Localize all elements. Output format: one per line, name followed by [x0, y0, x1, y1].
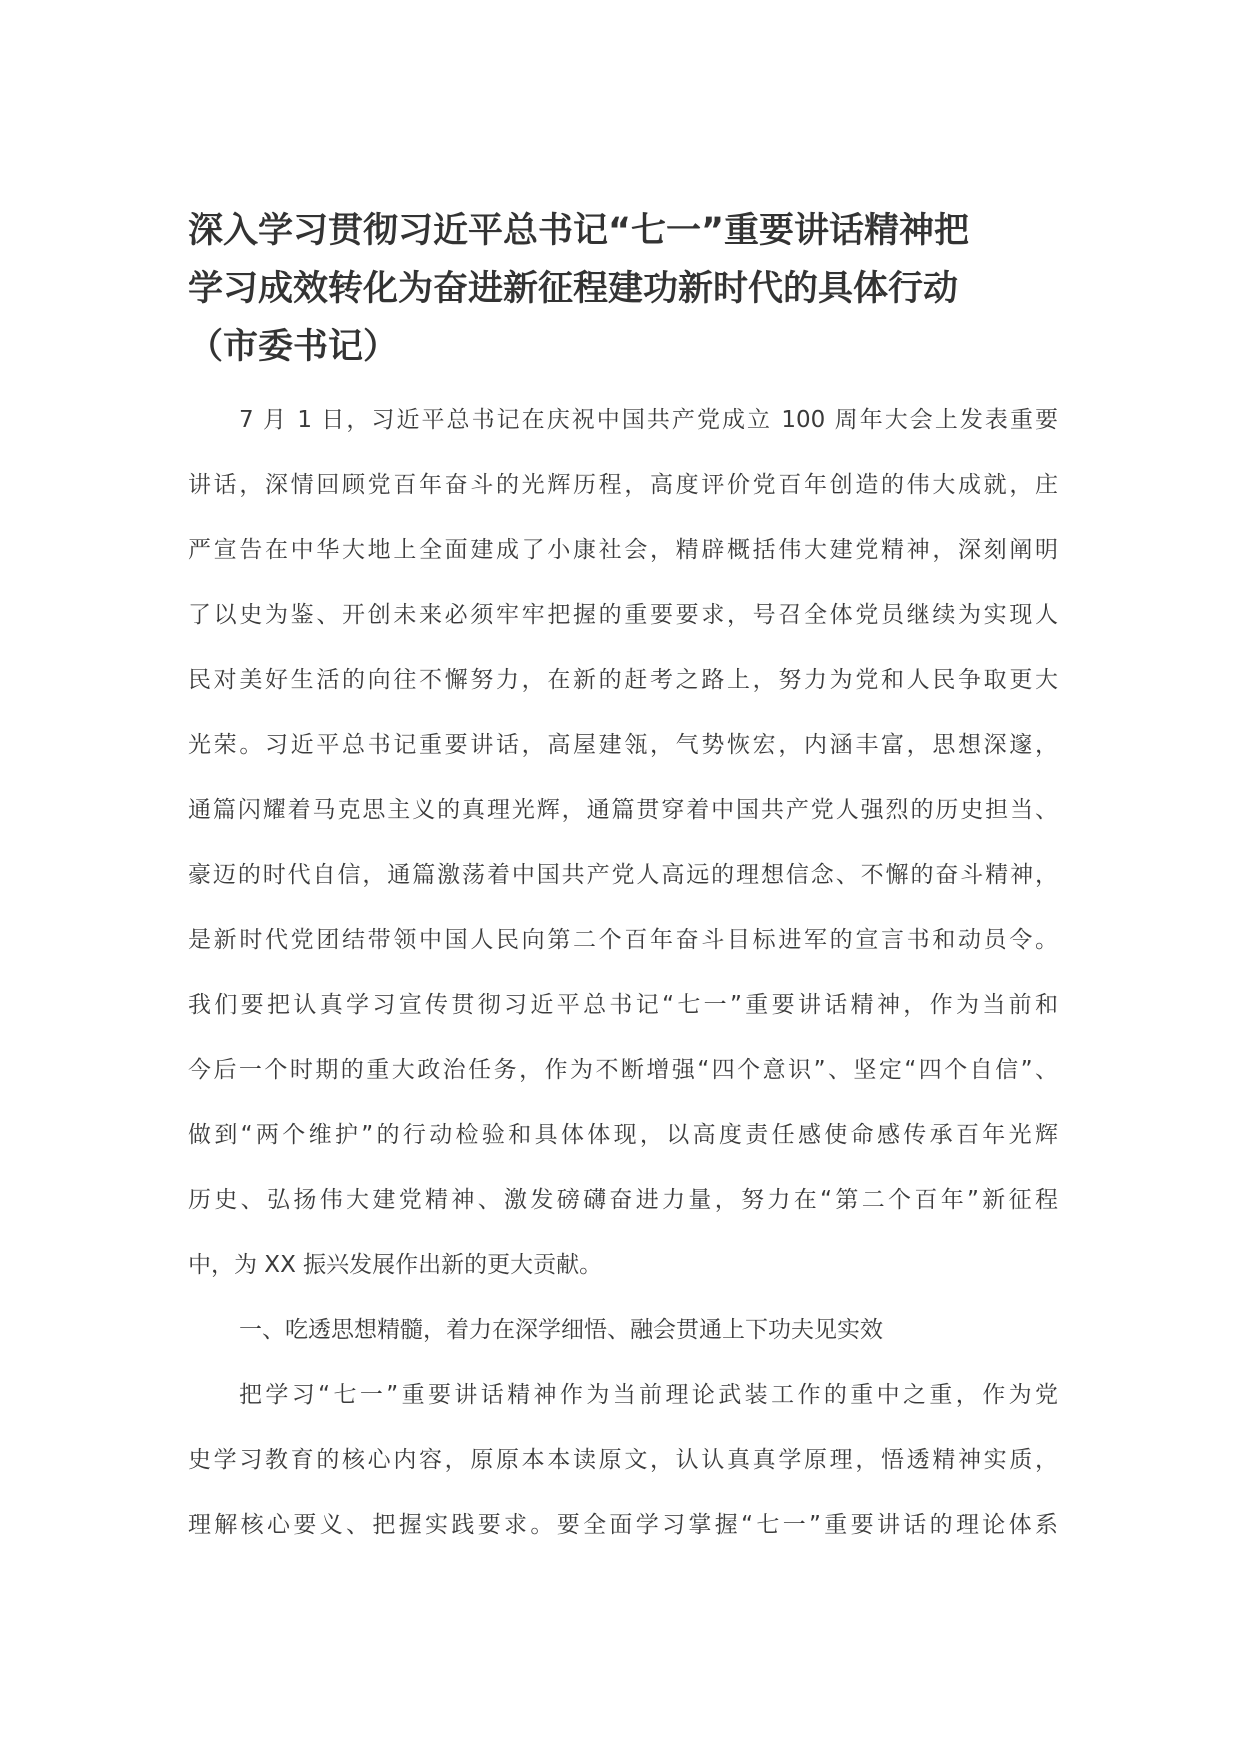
- body-line: 我们要把认真学习宣传贯彻习近平总书记“七一”重要讲话精神，作为当前和: [188, 992, 1058, 1018]
- title-line-2: 学习成效转化为奋进新征程建功新时代的具体行动: [188, 269, 959, 309]
- body-line: 了以史为鉴、开创未来必须牢牢把握的重要要求，号召全体党员继续为实现人: [188, 602, 1058, 628]
- document-page: [188, 202, 1058, 1558]
- body-line: 是新时代党团结带领中国人民向第二个百年奋斗目标进军的宣言书和动员令。: [188, 927, 1058, 953]
- body-line: 民对美好生活的向往不懈努力，在新的赶考之路上，努力为党和人民争取更大: [188, 667, 1058, 693]
- document-body: [188, 388, 1058, 1558]
- body-line: 史学习教育的核心内容，原原本本读原文，认认真真学原理，悟透精神实质，: [188, 1447, 1058, 1473]
- body-line: 理解核心要义、把握实践要求。要全面学习掌握“七一”重要讲话的理论体系: [188, 1512, 1058, 1538]
- section-heading: 一、吃透思想精髓，着力在深学细悟、融会贯通上下功夫见实效: [239, 1317, 883, 1343]
- body-line: 今后一个时期的重大政治任务，作为不断增强“四个意识”、坚定“四个自信”、: [188, 1057, 1058, 1083]
- document-title: [188, 202, 1058, 376]
- title-line-3: （市委书记）: [188, 327, 399, 367]
- body-line: 光荣。习近平总书记重要讲话，高屋建瓴，气势恢宏，内涵丰富，思想深邃，: [188, 732, 1058, 758]
- body-line: 7 月 1 日，习近平总书记在庆祝中国共产党成立 100 周年大会上发表重要: [239, 407, 1058, 433]
- body-line: 豪迈的时代自信，通篇激荡着中国共产党人高远的理想信念、不懈的奋斗精神，: [188, 862, 1058, 888]
- title-line-1: 深入学习贯彻习近平总书记“七一”重要讲话精神把: [188, 211, 970, 251]
- body-line: 通篇闪耀着马克思主义的真理光辉，通篇贯穿着中国共产党人强烈的历史担当、: [188, 797, 1058, 823]
- body-line: 中，为 XX 振兴发展作出新的更大贡献。: [188, 1252, 603, 1278]
- body-line: 把学习“七一”重要讲话精神作为当前理论武装工作的重中之重，作为党: [239, 1382, 1058, 1408]
- body-line: 历史、弘扬伟大建党精神、激发磅礴奋进力量，努力在“第二个百年”新征程: [188, 1187, 1058, 1213]
- body-line: 讲话，深情回顾党百年奋斗的光辉历程，高度评价党百年创造的伟大成就，庄: [188, 472, 1058, 498]
- body-line: 做到“两个维护”的行动检验和具体体现，以高度责任感使命感传承百年光辉: [188, 1122, 1058, 1148]
- body-line: 严宣告在中华大地上全面建成了小康社会，精辟概括伟大建党精神，深刻阐明: [188, 537, 1058, 563]
